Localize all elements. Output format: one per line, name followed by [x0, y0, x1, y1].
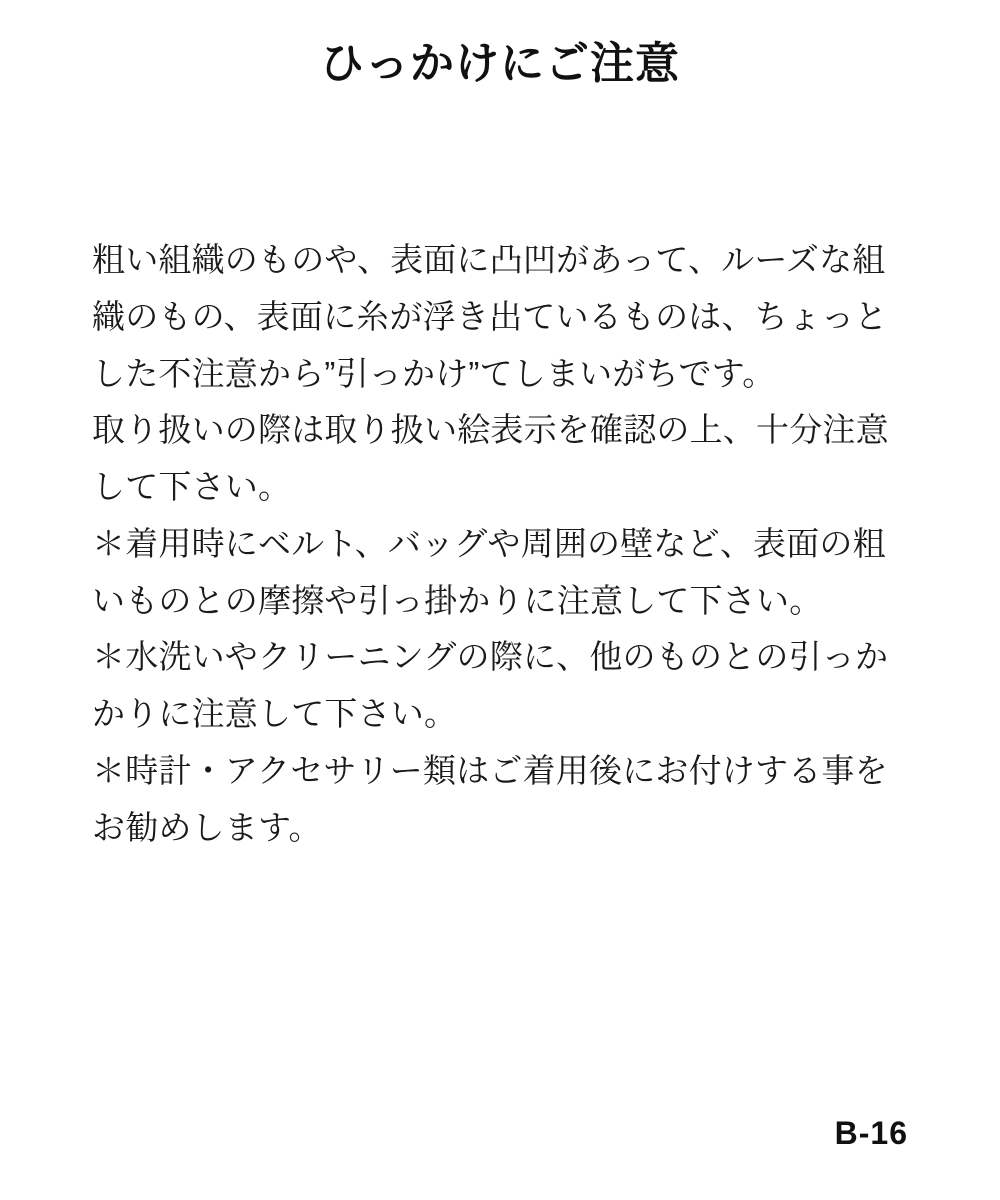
page-number: B-16: [834, 1115, 908, 1151]
paragraph-3: ＊着用時にベルト、バッグや周囲の壁など、表面の粗いものとの摩擦や引っ掛かりに注意して下さい。: [92, 524, 886, 619]
paragraph-2: 取り扱いの際は取り扱い絵表示を確認の上、十分注意して下さい。: [92, 411, 889, 505]
paragraph-5: ＊時計・アクセサリー類はご着用後にお付けする事をお勧めします。: [92, 751, 888, 846]
page-title: ひっかけにご注意: [320, 39, 680, 88]
paragraph-4: ＊水洗いやクリーニングの際に、他のものとの引っかかりに注意して下さい。: [92, 638, 889, 732]
paragraph-1: 粗い組織のものや、表面に凸凹があって、ルーズな組織のもの、表面に糸が浮き出ているものは、ちょっとした不注意から”引っかけ”てしまいがちです。: [92, 241, 888, 392]
body-text-block: [92, 232, 910, 856]
